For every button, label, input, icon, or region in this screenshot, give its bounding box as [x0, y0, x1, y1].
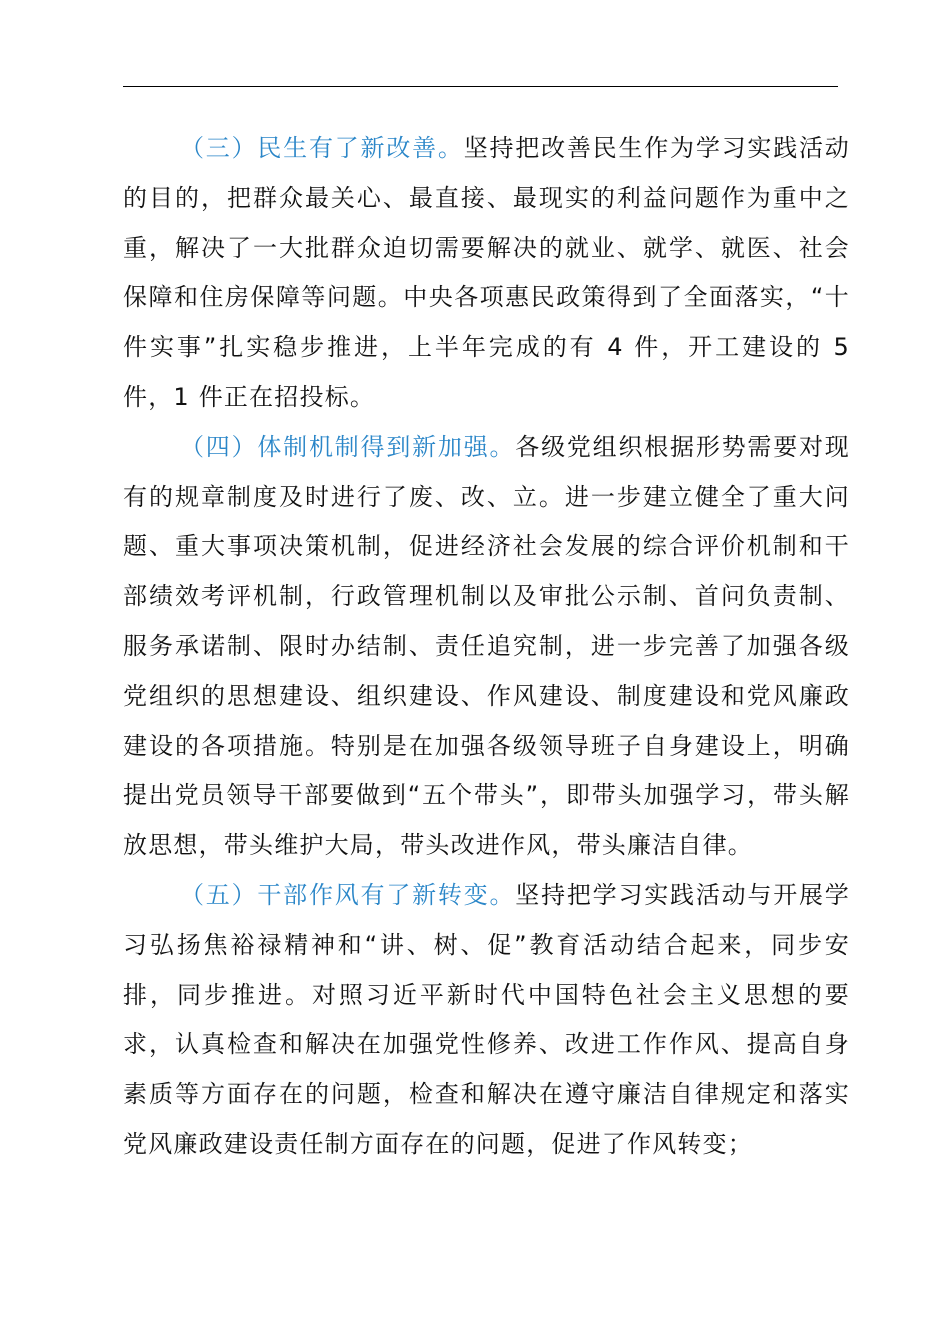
section-heading-4: （四）体制机制得到新加强。 [180, 432, 516, 461]
section-heading-3: （三）民生有了新改善。 [180, 134, 464, 162]
section-paragraph-4 [123, 423, 850, 871]
section-paragraph-3 [123, 124, 850, 423]
section-body-3: 坚持把改善民生作为学习实践活动的目的，把群众最关心、最直接、最现实的利益问题作为重中之重，解决了一大批群众迫切需要解决的就业、就学、就医、社会保障和住房保障等问题。中央各项惠民政策得到了全面落实，“十件实事”扎实稳步推进，上半年完成的有 4 件，开工建设的 5 件，1 件正在招投标。 [123, 134, 851, 411]
section-body-4: 各级党组织根据形势需要对现有的规章制度及时进行了废、改、立。进一步建立健全了重大问题、重大事项决策机制，促进经济社会发展的综合评价机制和干部绩效考评机制，行政管理机制以及审批公示制、首问负责制、服务承诺制、限时办结制、责任追究制，进一步完善了加强各级党组织的思想建设、组织建设、作风建设、制度建设和党风廉政建设的各项措施。特别是在加强各级领导班子自身建设上，明确提出党员领导干部要做到“五个带头”，即带头加强学习，带头解放思想，带头维护大局，带头改进作风，带头廉洁自律。 [123, 432, 850, 860]
header-rule [123, 86, 838, 87]
section-paragraph-5 [123, 871, 850, 1170]
document-body [123, 124, 850, 1170]
section-heading-5: （五）干部作风有了新转变。 [180, 880, 516, 909]
section-body-5: 坚持把学习实践活动与开展学习弘扬焦裕禄精神和“讲、树、促”教育活动结合起来，同步安排，同步推进。对照习近平新时代中国特色社会主义思想的要求，认真检查和解决在加强党性修养、改进工作作风、提高自身素质等方面存在的问题，检查和解决在遵守廉洁自律规定和落实党风廉政建设责任制方面存在的问题，促进了作风转变； [123, 880, 850, 1158]
